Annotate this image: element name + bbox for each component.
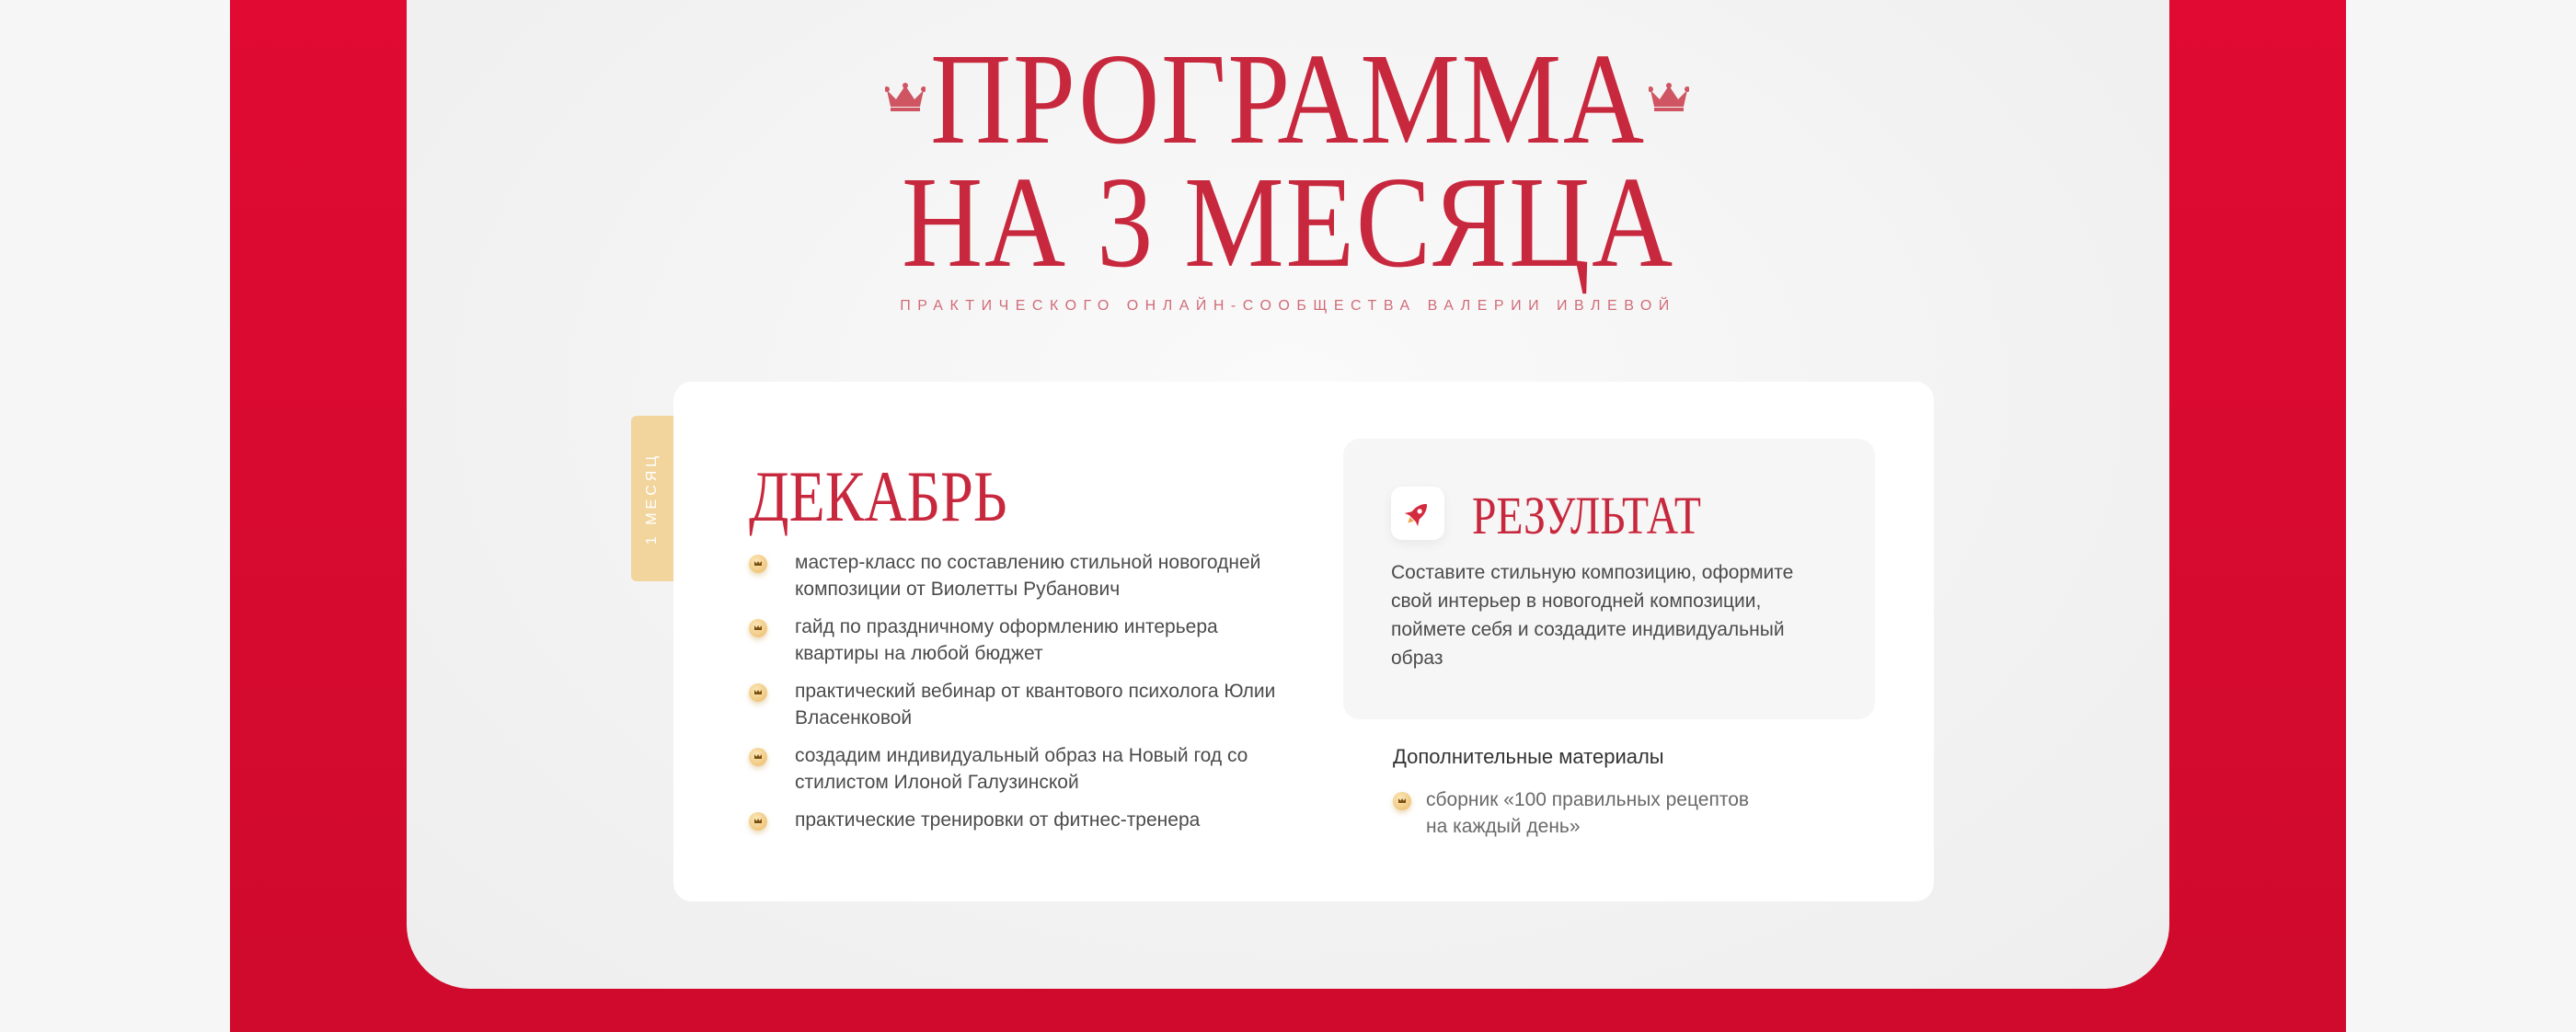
result-title: РЕЗУЛЬТАТ (1472, 486, 1701, 545)
month-title: ДЕКАБРЬ (749, 456, 1007, 536)
list-item (1393, 786, 1761, 840)
month-tab-label: 1 МЕСЯЦ (644, 452, 660, 545)
crown-bullet-icon (749, 555, 767, 573)
month-card (673, 382, 1934, 901)
list-item (749, 549, 1301, 602)
list-item (749, 742, 1301, 796)
result-text: Составите стильную композицию, оформите свой интерьер в новогодней композиции, поймете себя и создадите индивидуальный образ (1391, 562, 1794, 669)
crown-bullet-icon (1393, 792, 1411, 810)
rocket-icon-tile (1391, 487, 1444, 540)
extra-materials-list (1393, 786, 1761, 851)
hero-title-line-2: НА 3 МЕСЯЦА (902, 149, 1674, 294)
crown-bullet-icon (749, 748, 767, 766)
rocket-icon (1391, 487, 1444, 540)
crown-bullet-icon (749, 812, 767, 831)
month-tab[interactable] (631, 416, 673, 581)
list-item-text: практический вебинар от квантового психолога Юлии Власенковой (795, 681, 1276, 728)
list-item-text: гайд по праздничному оформлению интерьера квартиры на любой бюджет (795, 616, 1218, 664)
month-items-list (749, 549, 1301, 844)
list-item (749, 678, 1301, 731)
result-box (1343, 439, 1875, 719)
hero-subtitle: ПРАКТИЧЕСКОГО ОНЛАЙН-СООБЩЕСТВА ВАЛЕРИИ ИВЛЕВОЙ (900, 298, 1676, 314)
hero-title-line-1: ПРОГРАММА (930, 26, 1646, 171)
list-item-text: практические тренировки от фитнес-тренера (795, 809, 1201, 831)
crown-bullet-icon (749, 619, 767, 637)
list-item-text: сборник «100 правильных рецептов на каждый день» (1426, 789, 1750, 837)
list-item-text: создадим индивидуальный образ на Новый год со стилистом Илоной Галузинской (795, 745, 1248, 793)
extra-materials-title: Дополнительные материалы (1393, 745, 1664, 768)
list-item (749, 807, 1301, 833)
crown-bullet-icon (749, 683, 767, 702)
list-item (749, 613, 1301, 667)
list-item-text: мастер-класс по составлению стильной новогодней композиции от Виолетты Рубанович (795, 552, 1261, 600)
